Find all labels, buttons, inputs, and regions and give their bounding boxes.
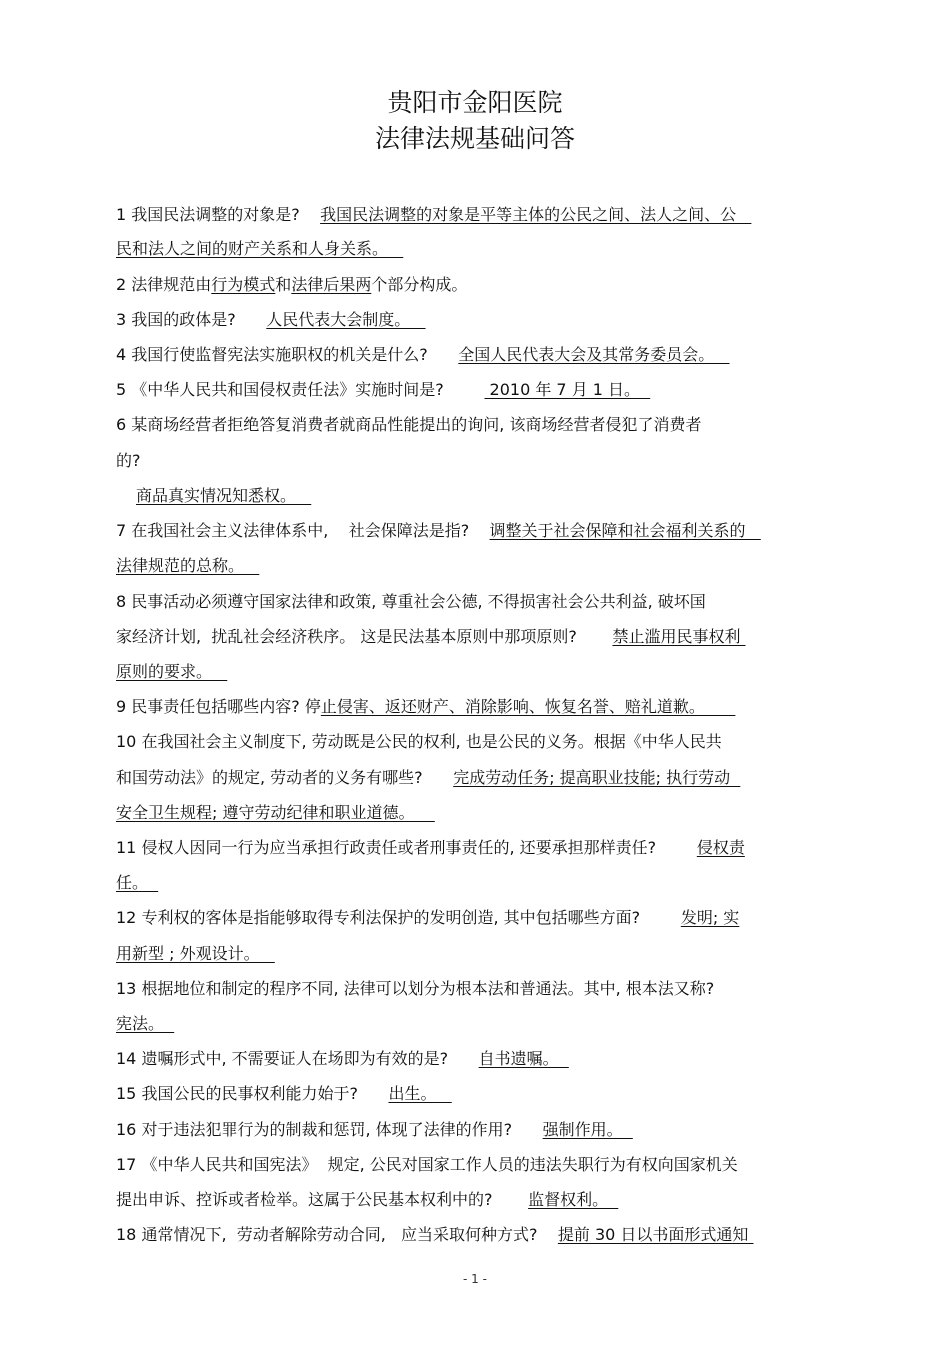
question-text: 8 民事活动必须遵守国家法律和政策, 尊重社会公德, 不得损害社会公共利益, 破坏国 (116, 592, 706, 611)
question-text: 15 我国公民的民事权利能力始于? (116, 1084, 389, 1103)
question-text: 6 某商场经营者拒绝答复消费者就商品性能提出的询问, 该商场经营者侵犯了消费者 (116, 415, 702, 434)
text-line (116, 1083, 452, 1105)
question-text: 9 民事责任包括哪些内容? 停 (116, 697, 321, 716)
text-line (116, 978, 714, 1000)
question-text: 个部分构成。 (371, 275, 468, 294)
text-line (116, 767, 740, 789)
answer-text: 行为模式 (211, 275, 276, 294)
text-line (136, 485, 311, 507)
answer-text: 出生。 (388, 1084, 452, 1103)
question-text: 18 通常情况下, 劳动者解除劳动合同, 应当采取何种方式? (116, 1225, 558, 1244)
answer-text: 原则的要求。 (116, 662, 228, 681)
answer-text: 人民代表大会制度。 (266, 310, 426, 329)
answer-text: 安全卫生规程; 遵守劳动纪律和职业道德。 (116, 803, 435, 822)
answer-text: 禁止滥用民事权利 (612, 627, 746, 646)
question-text: 12 专利权的客体是指能够取得专利法保护的发明创造, 其中包括哪些方面? (116, 908, 681, 927)
question-text: 13 根据地位和制定的程序不同, 法律可以划分为根本法和普通法。其中, 根本法又称? (116, 979, 715, 998)
question-text: 提出申诉、控诉或者检举。这属于公民基本权利中的? (116, 1190, 529, 1209)
text-line (116, 1013, 174, 1035)
answer-text: 强制作用。 (542, 1120, 633, 1139)
text-line (116, 591, 706, 613)
text-line (116, 731, 722, 753)
question-text: 16 对于违法犯罪行为的制裁和惩罚, 体现了法律的作用? (116, 1120, 543, 1139)
text-line (116, 696, 735, 718)
answer-text: 法律后果两 (291, 275, 372, 294)
question-text: 17 《中华人民共和国宪法》 规定, 公民对国家工作人员的违法失职行为有权向国家机关 (116, 1155, 738, 1174)
answer-text: 全国人民代表大会及其常务委员会。 (458, 345, 730, 364)
answer-text: 止侵害、返还财产、消除影响、恢复名誉、赔礼道歉。 (320, 697, 736, 716)
text-line (116, 872, 158, 894)
question-text: 2 法律规范由 (116, 275, 212, 294)
question-text: 和 (275, 275, 292, 294)
text-line (116, 626, 746, 648)
text-line (116, 1224, 754, 1246)
text-line (116, 274, 467, 296)
answer-text: 完成劳动任务; 提高职业技能; 执行劳动 (453, 768, 741, 787)
text-line (116, 379, 650, 401)
question-text: 和国劳动法》的规定, 劳动者的义务有哪些? (116, 768, 454, 787)
answer-text: 发明; 实 (680, 908, 740, 927)
text-line (116, 204, 751, 226)
question-text: 10 在我国社会主义制度下, 劳动既是公民的权利, 也是公民的义务。根据《中华人民共 (116, 732, 722, 751)
question-text: 家经济计划, 扰乱社会经济秩序。 这是民法基本原则中那项原则? (116, 627, 613, 646)
text-line (116, 1154, 738, 1176)
answer-text: 用新型 ; 外观设计。 (116, 944, 275, 963)
text-line (116, 1048, 569, 1070)
answer-text: 侵权责 (696, 838, 745, 857)
question-text: 11 侵权人因同一行为应当承担行政责任或者刑事责任的, 还要承担那样责任? (116, 838, 697, 857)
text-line (116, 1189, 618, 1211)
question-text: 的? (116, 451, 141, 470)
text-line (116, 309, 426, 331)
text-line (116, 520, 761, 542)
answer-text: 提前 30 日以书面形式通知 (557, 1225, 754, 1244)
page-number: - 1 - (463, 1272, 487, 1286)
answer-text: 宪法。 (116, 1014, 175, 1033)
answer-text: 任。 (116, 873, 159, 892)
answer-text: 2010 年 7 月 1 日。 (484, 380, 651, 399)
document-subtitle: 法律法规基础问答 (374, 124, 575, 153)
question-text: 7 在我国社会主义法律体系中, 社会保障法是指? (116, 521, 490, 540)
question-text: 5 《中华人民共和国侵权责任法》实施时间是? (116, 380, 485, 399)
answer-text: 自书遗嘱。 (478, 1049, 569, 1068)
text-line (116, 907, 739, 929)
text-line (116, 802, 435, 824)
question-text: 4 我国行使监督宪法实施职权的机关是什么? (116, 345, 459, 364)
question-text: 3 我国的政体是? (116, 310, 267, 329)
text-line (116, 450, 141, 472)
text-line (116, 238, 403, 260)
text-line (116, 1119, 633, 1141)
question-text: 14 遗嘱形式中, 不需要证人在场即为有效的是? (116, 1049, 479, 1068)
answer-text: 法律规范的总称。 (116, 556, 260, 575)
document-title: 贵阳市金阳医院 (387, 88, 563, 117)
text-line (116, 555, 259, 577)
text-line (116, 943, 275, 965)
text-line (116, 837, 745, 859)
answer-text: 我国民法调整的对象是平等主体的公民之间、法人之间、公 (320, 205, 752, 224)
text-line (116, 661, 227, 683)
answer-text: 监督权利。 (528, 1190, 619, 1209)
text-line (116, 414, 701, 436)
answer-text: 民和法人之间的财产关系和人身关系。 (116, 239, 404, 258)
question-text: 1 我国民法调整的对象是? (116, 205, 321, 224)
answer-text: 商品真实情况知悉权。 (136, 486, 312, 505)
answer-text: 调整关于社会保障和社会福利关系的 (489, 521, 761, 540)
text-line (116, 344, 730, 366)
